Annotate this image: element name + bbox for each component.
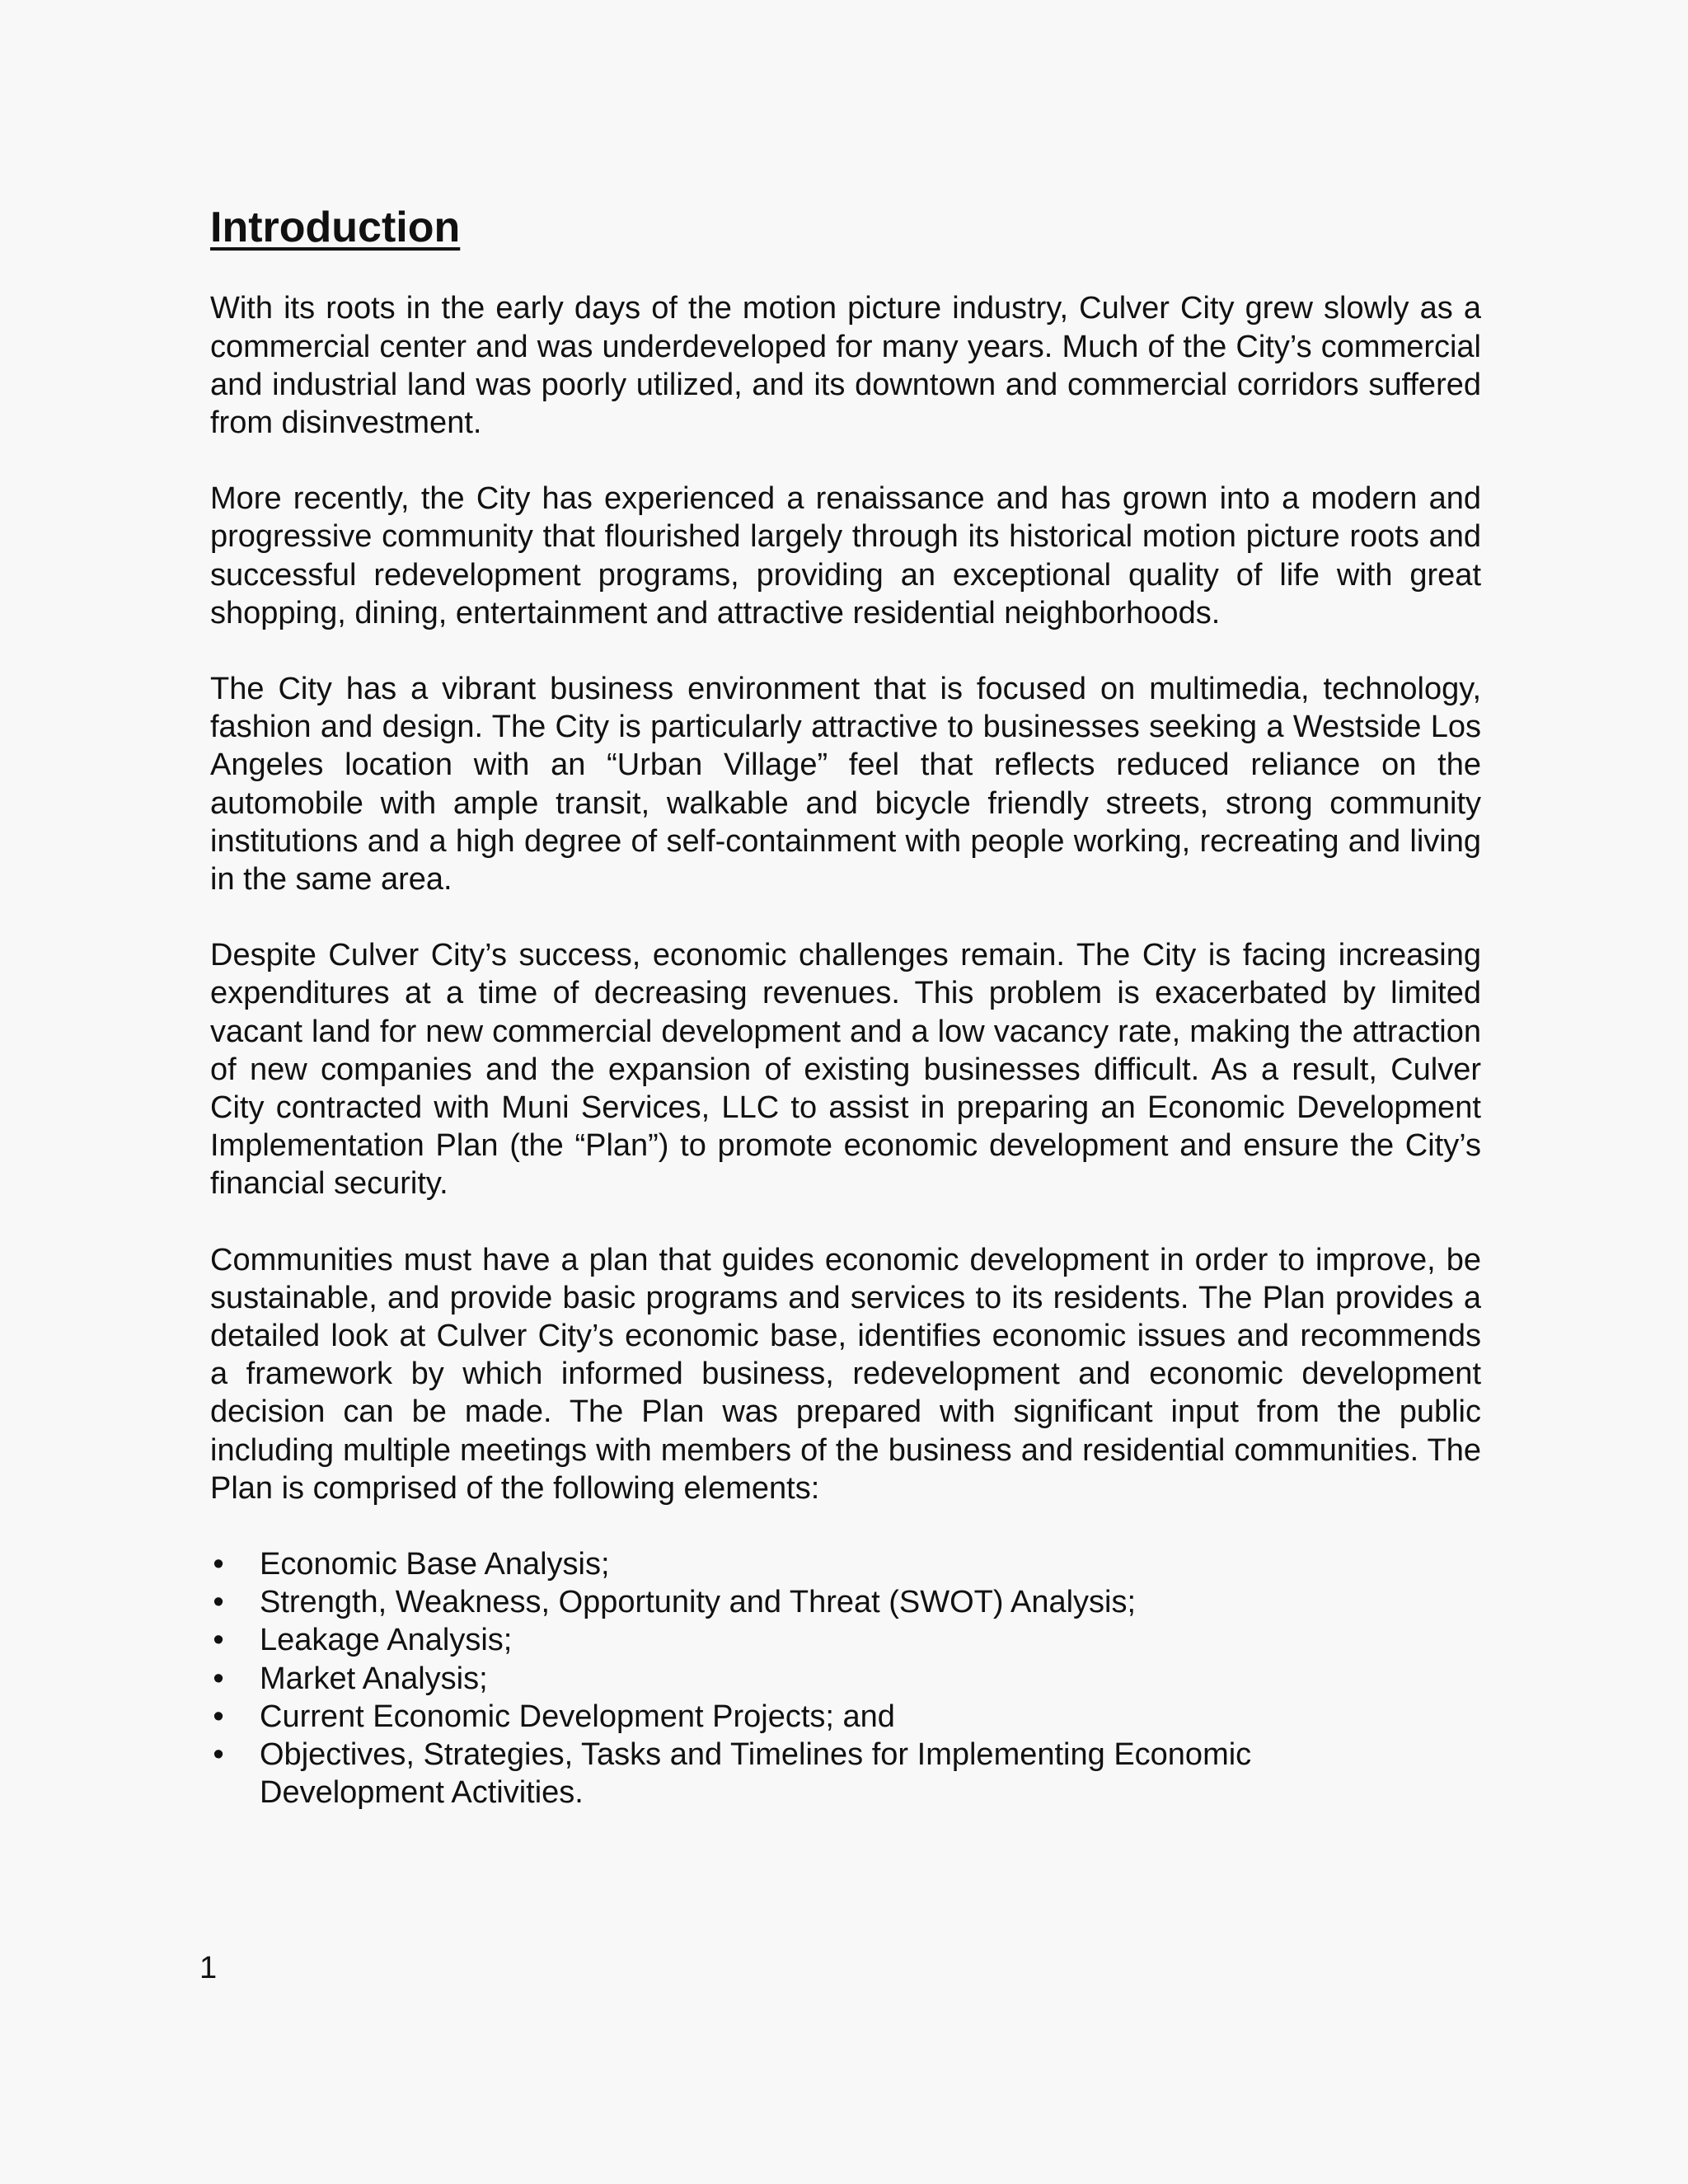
list-item: [210, 1583, 1481, 1621]
list-item-text: Strength, Weakness, Opportunity and Threat (SWOT) Analysis;: [260, 1585, 1137, 1620]
list-item: [210, 1698, 1481, 1736]
list-item: [210, 1660, 1481, 1698]
bullet-icon: •: [213, 1623, 224, 1658]
list-item-text: Objectives, Strategies, Tasks and Timelines for Implementing Economic Development Activities.: [260, 1737, 1252, 1811]
document-page: [210, 202, 1481, 1812]
intro-paragraph-3: The City has a vibrant business environment that is focused on multimedia, technology, fashion and design. The City is particularly attractive to businesses seeking a Westside Los Angeles location with an “Urban Village” feel that reflects reduced reliance on the automobile with ample transit, walkable and bicycle friendly streets, strong community institutions and a high degree of self-containment with people working, recreating and living in the same area.: [210, 672, 1481, 898]
list-item: [210, 1545, 1481, 1583]
bullet-icon: •: [213, 1585, 224, 1620]
bullet-icon: •: [213, 1699, 224, 1734]
bullet-icon: •: [213, 1737, 224, 1773]
list-item-text: Leakage Analysis;: [260, 1623, 513, 1658]
intro-paragraph-1: With its roots in the early days of the motion picture industry, Culver City grew slowly as a commercial center and was underdeveloped for many years. Much of the City’s commercial and industrial land was poorly utilized, and its downtown and commercial corridors suffered from disinvestment.: [210, 291, 1481, 440]
page-number: 1: [199, 1951, 218, 1985]
bullet-icon: •: [213, 1547, 224, 1582]
list-item: [210, 1621, 1481, 1659]
list-item-text: Economic Base Analysis;: [260, 1547, 610, 1582]
list-item: [210, 1736, 1481, 1811]
list-item-text: Current Economic Development Projects; and: [260, 1699, 895, 1734]
list-item-text: Market Analysis;: [260, 1661, 488, 1696]
page-title: Introduction: [210, 204, 461, 251]
plan-elements-list: [210, 1545, 1481, 1811]
intro-paragraph-5: Communities must have a plan that guides economic development in order to improve, be sustainable, and provide basic programs and services to its residents. The Plan provides a detailed look at Culver City’s economic base, identifies economic issues and recommends a framework by which informed business, redevelopment and economic development decision can be made. The Plan was prepared with significant input from the public including multiple meetings with members of the business and residential communities. The Plan is comprised of the following elements:: [210, 1242, 1481, 1506]
bullet-icon: •: [213, 1661, 224, 1696]
intro-paragraph-4: Despite Culver City’s success, economic challenges remain. The City is facing increasing expenditures at a time of decreasing revenues. This problem is exacerbated by limited vacant land for new commercial development and a low vacancy rate, making the attraction of new companies and the expansion of existing businesses difficult. As a result, Culver City contracted with Muni Services, LLC to assist in preparing an Economic Development Implementation Plan (the “Plan”) to promote economic development and ensure the City’s financial security.: [210, 938, 1481, 1202]
intro-paragraph-2: More recently, the City has experienced a renaissance and has grown into a modern and progressive community that flourished largely through its historical motion picture roots and successful redevelopment programs, providing an exceptional quality of life with great shopping, dining, entertainment and attractive residential neighborhoods.: [210, 481, 1481, 630]
